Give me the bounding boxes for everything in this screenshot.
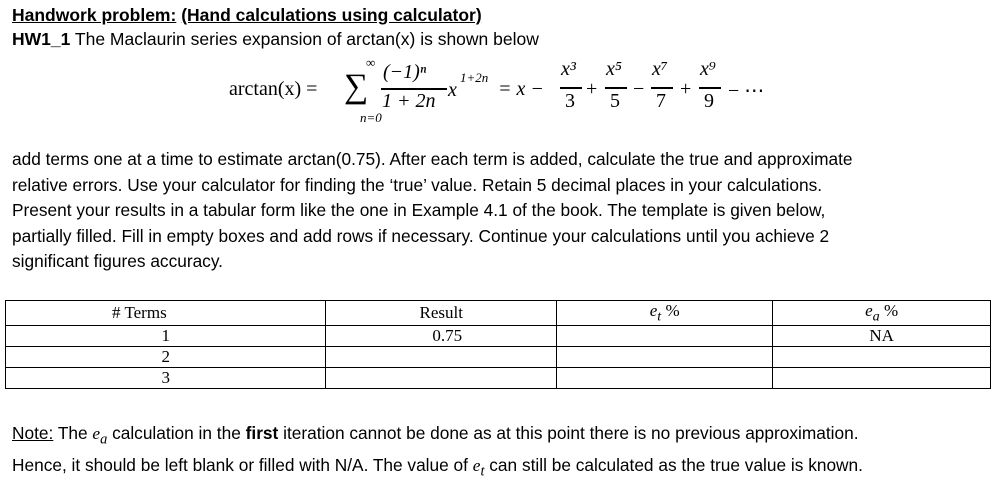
ea-sub: a (872, 308, 880, 325)
et-sub: t (480, 463, 485, 480)
op-minus: − (633, 78, 645, 100)
cell-terms: 1 (6, 326, 326, 347)
et-symbol: e (472, 456, 481, 476)
instruction-line: significant figures accuracy. (12, 251, 223, 272)
note-line-2 (12, 453, 863, 485)
cell-result[interactable] (326, 368, 557, 389)
cell-terms: 2 (6, 347, 326, 368)
note-text: calculation in the (112, 423, 241, 443)
ea-symbol: e (865, 301, 873, 320)
cell-et[interactable] (557, 368, 773, 389)
cell-ea[interactable] (773, 368, 991, 389)
term9-den: 9 (704, 90, 714, 112)
maclaurin-formula (0, 0, 996, 140)
term7-bar (651, 87, 673, 89)
cell-ea[interactable] (773, 347, 991, 368)
note-text: Hence, it should be left blank or filled with N/A. The value of (12, 455, 468, 476)
instruction-line: Present your results in a tabular form like the one in Example 4.1 of the book. The template is given below, (12, 200, 826, 221)
title-subtitle: (Hand calculations using calculator) (181, 5, 482, 25)
header-result: Result (326, 301, 557, 326)
title-label: Handwork problem: (12, 5, 177, 25)
term7-num: x⁷ (652, 58, 668, 80)
header-true-error (557, 301, 773, 326)
ea-sub: a (100, 431, 108, 448)
note-text: can still be calculated as the true value is known. (489, 455, 863, 476)
term9-num: x⁹ (700, 58, 716, 80)
op-plus-2: + (680, 78, 692, 100)
note-label: Note: (12, 423, 54, 443)
ea-pct: % (884, 301, 899, 320)
op-plus-1: + (586, 78, 598, 100)
table-row (6, 368, 991, 389)
x-term: x (448, 79, 457, 101)
term5-den: 5 (610, 90, 620, 112)
hw-id: HW1_1 (12, 29, 71, 49)
et-pct: % (665, 301, 680, 320)
table-header-row (6, 301, 991, 326)
instruction-line: partially filled. Fill in empty boxes and add rows if necessary. Continue your calculations until you achieve 2 (12, 225, 830, 246)
note-text: The (57, 423, 88, 443)
frac-denominator: 1 + 2n (382, 90, 436, 112)
term3-num: x³ (561, 58, 576, 80)
results-table (5, 300, 991, 389)
term7-den: 7 (656, 90, 666, 112)
term3-bar (560, 87, 582, 89)
x-exponent: 1+2n (460, 70, 489, 85)
term5-num: x⁵ (606, 58, 622, 80)
note-paragraph (12, 421, 863, 485)
header-approx-error (773, 301, 991, 326)
instructions-paragraph (12, 147, 987, 275)
frac-numerator: (−1)ⁿ (383, 61, 427, 83)
table-row (6, 326, 991, 347)
sum-lower-limit: n=0 (360, 110, 382, 125)
et-sub: t (657, 308, 662, 325)
equals-x-minus: = x − (498, 78, 544, 100)
formula-lhs: arctan(x) = (229, 78, 318, 100)
instruction-line: add terms one at a time to estimate arctan(0.75). After each term is added, calculate the true and approximate (12, 149, 853, 169)
series-tail: − ⋯ (728, 80, 765, 102)
cell-ea[interactable]: NA (773, 326, 991, 347)
cell-result[interactable]: 0.75 (326, 326, 557, 347)
term5-bar (605, 87, 627, 89)
et-symbol: e (649, 301, 658, 320)
instruction-line: relative errors. Use your calculator for finding the ‘true’ value. Retain 5 decimal places in your calculations. (12, 174, 823, 195)
note-text: iteration cannot be done as at this point there is no previous approximation. (283, 423, 859, 443)
ea-symbol: e (92, 424, 101, 443)
intro-text: The Maclaurin series expansion of arctan(x) is shown below (74, 29, 539, 49)
term9-bar (699, 87, 721, 89)
cell-terms: 3 (6, 368, 326, 389)
cell-et[interactable] (557, 326, 773, 347)
note-line-1 (12, 421, 863, 453)
term3-den: 3 (565, 90, 575, 112)
cell-et[interactable] (557, 347, 773, 368)
sum-symbol: ∑ (344, 68, 369, 105)
sum-upper-limit: ∞ (366, 55, 376, 70)
table-row (6, 347, 991, 368)
note-bold: first (245, 423, 279, 443)
header-terms: # Terms (6, 301, 326, 326)
cell-result[interactable] (326, 347, 557, 368)
